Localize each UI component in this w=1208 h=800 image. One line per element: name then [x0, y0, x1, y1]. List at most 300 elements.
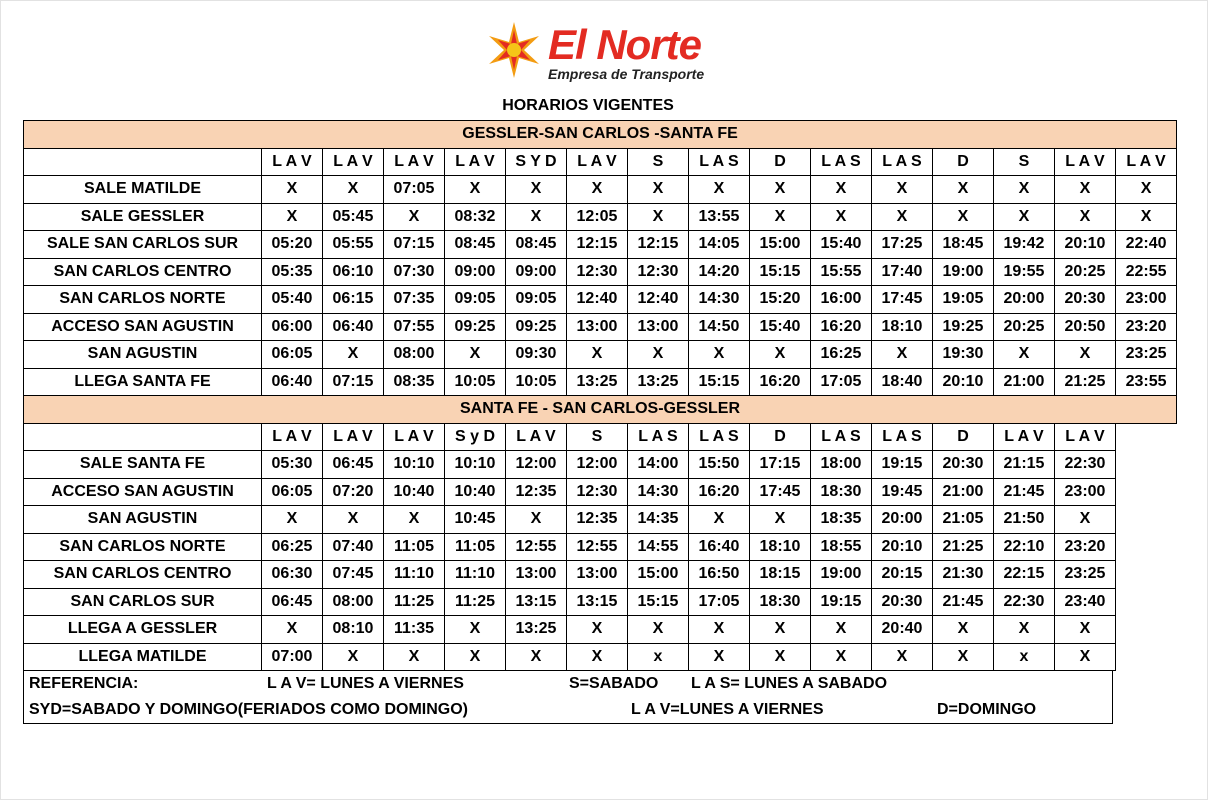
- time-cell: X: [811, 643, 872, 671]
- time-cell: 20:25: [1055, 258, 1116, 286]
- time-cell: 22:15: [994, 561, 1055, 589]
- time-cell: 16:25: [811, 341, 872, 369]
- time-cell: 09:05: [506, 286, 567, 314]
- time-cell: 13:00: [567, 313, 628, 341]
- time-cell: 21:45: [933, 588, 994, 616]
- time-cell: X: [323, 176, 384, 204]
- time-cell: 21:45: [994, 478, 1055, 506]
- time-cell: 18:35: [811, 506, 872, 534]
- time-cell: 07:15: [384, 231, 445, 259]
- time-cell: 08:32: [445, 203, 506, 231]
- time-cell: 11:10: [445, 561, 506, 589]
- column-header: L A V: [567, 148, 628, 176]
- schedule-table-gessler-santa-fe: [23, 120, 1177, 396]
- reference-las: L A S= LUNES A SABADO: [691, 675, 888, 692]
- column-header: D: [933, 148, 994, 176]
- time-cell: X: [1116, 176, 1177, 204]
- time-cell: 07:00: [262, 643, 323, 671]
- time-cell: X: [262, 506, 323, 534]
- time-cell: 07:15: [323, 368, 384, 396]
- header-corner: [24, 148, 262, 176]
- table-row: [24, 368, 1177, 396]
- column-header: L A S: [628, 423, 689, 451]
- empty-cell: [1116, 533, 1177, 561]
- time-cell: 20:15: [872, 561, 933, 589]
- time-cell: 16:50: [689, 561, 750, 589]
- time-cell: 12:00: [506, 451, 567, 479]
- time-cell: X: [1116, 203, 1177, 231]
- time-cell: X: [1055, 203, 1116, 231]
- reference-box: [23, 670, 1113, 724]
- stop-name: SAN AGUSTIN: [24, 506, 262, 534]
- time-cell: 08:45: [445, 231, 506, 259]
- column-header: L A V: [445, 148, 506, 176]
- time-cell: 20:50: [1055, 313, 1116, 341]
- time-cell: X: [567, 341, 628, 369]
- time-cell: 20:30: [872, 588, 933, 616]
- time-cell: 07:45: [323, 561, 384, 589]
- time-cell: X: [506, 203, 567, 231]
- time-cell: 13:00: [567, 561, 628, 589]
- time-cell: 12:35: [567, 506, 628, 534]
- table-row: [24, 588, 1177, 616]
- time-cell: 14:20: [689, 258, 750, 286]
- time-cell: 15:20: [750, 286, 811, 314]
- time-cell: 17:45: [750, 478, 811, 506]
- time-cell: X: [262, 203, 323, 231]
- time-cell: 23:20: [1116, 313, 1177, 341]
- column-header: L A V: [1055, 423, 1116, 451]
- time-cell: 12:05: [567, 203, 628, 231]
- time-cell: 18:40: [872, 368, 933, 396]
- time-cell: 11:10: [384, 561, 445, 589]
- time-cell: 18:10: [872, 313, 933, 341]
- time-cell: X: [933, 616, 994, 644]
- stop-name: LLEGA SANTA FE: [24, 368, 262, 396]
- stop-name: SAN CARLOS CENTRO: [24, 258, 262, 286]
- stop-name: LLEGA MATILDE: [24, 643, 262, 671]
- stop-name: LLEGA A GESSLER: [24, 616, 262, 644]
- time-cell: 19:00: [811, 561, 872, 589]
- time-cell: 08:45: [506, 231, 567, 259]
- time-cell: X: [933, 643, 994, 671]
- time-cell: X: [506, 176, 567, 204]
- time-cell: X: [750, 203, 811, 231]
- column-header: L A V: [323, 148, 384, 176]
- time-cell: 07:20: [323, 478, 384, 506]
- time-cell: 15:40: [750, 313, 811, 341]
- time-cell: 21:05: [933, 506, 994, 534]
- time-cell: 14:00: [628, 451, 689, 479]
- time-cell: 21:00: [933, 478, 994, 506]
- page-heading: HORARIOS VIGENTES: [502, 97, 674, 114]
- empty-cell: [1116, 506, 1177, 534]
- time-cell: 17:05: [811, 368, 872, 396]
- time-cell: 18:15: [750, 561, 811, 589]
- time-cell: 12:30: [628, 258, 689, 286]
- time-cell: 05:35: [262, 258, 323, 286]
- column-header: L A S: [689, 423, 750, 451]
- time-cell: 11:25: [384, 588, 445, 616]
- time-cell: 22:10: [994, 533, 1055, 561]
- time-cell: 18:30: [811, 478, 872, 506]
- column-header: L A S: [689, 148, 750, 176]
- time-cell: X: [689, 176, 750, 204]
- reference-lav: L A V= LUNES A VIERNES: [267, 675, 464, 692]
- time-cell: 23:25: [1055, 561, 1116, 589]
- time-cell: X: [323, 643, 384, 671]
- time-cell: 06:00: [262, 313, 323, 341]
- time-cell: 14:05: [689, 231, 750, 259]
- time-cell: 11:25: [445, 588, 506, 616]
- column-header: L A V: [994, 423, 1055, 451]
- time-cell: 16:20: [750, 368, 811, 396]
- time-cell: 19:45: [872, 478, 933, 506]
- time-cell: 13:25: [628, 368, 689, 396]
- time-cell: 10:10: [384, 451, 445, 479]
- time-cell: 23:25: [1116, 341, 1177, 369]
- stop-name: SAN CARLOS CENTRO: [24, 561, 262, 589]
- column-header: L A V: [506, 423, 567, 451]
- time-cell: 05:45: [323, 203, 384, 231]
- column-header: S: [994, 148, 1055, 176]
- time-cell: 17:40: [872, 258, 933, 286]
- table-row: [24, 506, 1177, 534]
- time-cell: 21:00: [994, 368, 1055, 396]
- time-cell: 17:25: [872, 231, 933, 259]
- table-row: [24, 533, 1177, 561]
- time-cell: 14:35: [628, 506, 689, 534]
- time-cell: X: [811, 203, 872, 231]
- time-cell: 06:05: [262, 341, 323, 369]
- time-cell: 12:55: [567, 533, 628, 561]
- time-cell: 21:50: [994, 506, 1055, 534]
- stop-name: SALE GESSLER: [24, 203, 262, 231]
- time-cell: 13:25: [506, 616, 567, 644]
- time-cell: 15:00: [628, 561, 689, 589]
- stop-name: ACCESO SAN AGUSTIN: [24, 478, 262, 506]
- time-cell: X: [567, 176, 628, 204]
- time-cell: 23:00: [1116, 286, 1177, 314]
- time-cell: X: [567, 616, 628, 644]
- time-cell: 23:55: [1116, 368, 1177, 396]
- time-cell: 12:30: [567, 258, 628, 286]
- time-cell: 21:15: [994, 451, 1055, 479]
- time-cell: 22:30: [1055, 451, 1116, 479]
- time-cell: 16:00: [811, 286, 872, 314]
- time-cell: 20:30: [933, 451, 994, 479]
- column-header: S: [628, 148, 689, 176]
- table-row: [24, 203, 1177, 231]
- time-cell: 18:10: [750, 533, 811, 561]
- empty-cell: [1116, 588, 1177, 616]
- column-header: L A V: [323, 423, 384, 451]
- time-cell: 11:35: [384, 616, 445, 644]
- time-cell: 15:15: [689, 368, 750, 396]
- time-cell: X: [750, 341, 811, 369]
- time-cell: 13:15: [567, 588, 628, 616]
- time-cell: 23:20: [1055, 533, 1116, 561]
- time-cell: 15:15: [750, 258, 811, 286]
- time-cell: 23:00: [1055, 478, 1116, 506]
- column-header: L A S: [811, 423, 872, 451]
- time-cell: 06:40: [323, 313, 384, 341]
- time-cell: X: [872, 341, 933, 369]
- column-header: S Y D: [506, 148, 567, 176]
- column-header: L A V: [384, 148, 445, 176]
- time-cell: 07:05: [384, 176, 445, 204]
- time-cell: 19:05: [933, 286, 994, 314]
- time-cell: 12:15: [567, 231, 628, 259]
- table-row: [24, 616, 1177, 644]
- time-cell: 10:40: [384, 478, 445, 506]
- time-cell: X: [445, 643, 506, 671]
- stop-name: SAN CARLOS SUR: [24, 588, 262, 616]
- time-cell: X: [445, 176, 506, 204]
- time-cell: 14:30: [689, 286, 750, 314]
- time-cell: 08:00: [384, 341, 445, 369]
- time-cell: 09:05: [445, 286, 506, 314]
- time-cell: X: [1055, 176, 1116, 204]
- time-cell: X: [262, 616, 323, 644]
- time-cell: 10:05: [506, 368, 567, 396]
- time-cell: 06:25: [262, 533, 323, 561]
- stop-name: SALE SANTA FE: [24, 451, 262, 479]
- time-cell: 13:00: [628, 313, 689, 341]
- time-cell: 20:10: [872, 533, 933, 561]
- table-row: [24, 451, 1177, 479]
- time-cell: X: [689, 616, 750, 644]
- time-cell: X: [994, 203, 1055, 231]
- time-cell: 20:00: [872, 506, 933, 534]
- time-cell: 11:05: [384, 533, 445, 561]
- time-cell: 06:30: [262, 561, 323, 589]
- time-cell: 20:10: [933, 368, 994, 396]
- empty-cell: [1116, 643, 1177, 671]
- time-cell: 16:20: [689, 478, 750, 506]
- time-cell: X: [750, 506, 811, 534]
- time-cell: X: [811, 176, 872, 204]
- time-cell: 06:15: [323, 286, 384, 314]
- time-cell: 21:25: [933, 533, 994, 561]
- time-cell: 13:00: [506, 561, 567, 589]
- time-cell: 09:00: [506, 258, 567, 286]
- time-cell: X: [872, 176, 933, 204]
- time-cell: 13:25: [567, 368, 628, 396]
- time-cell: 07:40: [323, 533, 384, 561]
- stop-name: SALE SAN CARLOS SUR: [24, 231, 262, 259]
- time-cell: X: [689, 643, 750, 671]
- time-cell: 06:05: [262, 478, 323, 506]
- time-cell: X: [323, 506, 384, 534]
- time-cell: 06:45: [323, 451, 384, 479]
- time-cell: 07:55: [384, 313, 445, 341]
- time-cell: X: [628, 341, 689, 369]
- time-cell: 20:40: [872, 616, 933, 644]
- empty-cell: [1116, 451, 1177, 479]
- time-cell: 06:10: [323, 258, 384, 286]
- time-cell: 12:55: [506, 533, 567, 561]
- time-cell: X: [994, 341, 1055, 369]
- time-cell: 08:35: [384, 368, 445, 396]
- time-cell: 06:45: [262, 588, 323, 616]
- time-cell: 07:35: [384, 286, 445, 314]
- time-cell: X: [262, 176, 323, 204]
- time-cell: 17:05: [689, 588, 750, 616]
- reference-sabado: S=SABADO: [569, 675, 659, 692]
- table-row: [24, 561, 1177, 589]
- table-title: GESSLER-SAN CARLOS -SANTA FE: [24, 121, 1177, 149]
- time-cell: 12:15: [628, 231, 689, 259]
- column-header: D: [750, 148, 811, 176]
- time-cell: X: [872, 643, 933, 671]
- time-cell: 15:55: [811, 258, 872, 286]
- time-cell: x: [628, 643, 689, 671]
- time-cell: 06:40: [262, 368, 323, 396]
- schedule-table-santa-fe-gessler: [23, 395, 1177, 671]
- time-cell: 12:30: [567, 478, 628, 506]
- time-cell: X: [689, 341, 750, 369]
- brand-tagline: Empresa de Transporte: [548, 66, 705, 82]
- time-cell: 15:15: [628, 588, 689, 616]
- time-cell: 05:40: [262, 286, 323, 314]
- time-cell: 05:20: [262, 231, 323, 259]
- time-cell: X: [506, 643, 567, 671]
- time-cell: X: [323, 341, 384, 369]
- reference-domingo: D=DOMINGO: [937, 701, 1037, 718]
- time-cell: X: [384, 203, 445, 231]
- column-header: L A V: [384, 423, 445, 451]
- time-cell: 12:40: [567, 286, 628, 314]
- time-cell: 19:15: [872, 451, 933, 479]
- time-cell: X: [1055, 616, 1116, 644]
- brand-logo: [484, 18, 734, 88]
- time-cell: X: [994, 616, 1055, 644]
- time-cell: X: [1055, 341, 1116, 369]
- time-cell: 12:40: [628, 286, 689, 314]
- time-cell: 19:15: [811, 588, 872, 616]
- time-cell: X: [628, 176, 689, 204]
- time-cell: 19:00: [933, 258, 994, 286]
- time-cell: 21:30: [933, 561, 994, 589]
- time-cell: X: [872, 203, 933, 231]
- time-cell: 11:05: [445, 533, 506, 561]
- time-cell: 15:50: [689, 451, 750, 479]
- time-cell: X: [811, 616, 872, 644]
- table-row: [24, 341, 1177, 369]
- column-header: S y D: [445, 423, 506, 451]
- time-cell: X: [750, 616, 811, 644]
- time-cell: 20:25: [994, 313, 1055, 341]
- reference-label: REFERENCIA:: [29, 675, 139, 692]
- sun-star-icon: [484, 20, 544, 80]
- table-row: [24, 286, 1177, 314]
- column-header: D: [933, 423, 994, 451]
- time-cell: X: [445, 616, 506, 644]
- time-cell: 12:00: [567, 451, 628, 479]
- brand-name: El Norte: [548, 21, 702, 68]
- reference-syd: SYD=SABADO Y DOMINGO(FERIADOS COMO DOMINGO): [29, 701, 468, 718]
- time-cell: X: [506, 506, 567, 534]
- time-cell: 22:30: [994, 588, 1055, 616]
- header-corner: [24, 423, 262, 451]
- table-row: [24, 231, 1177, 259]
- column-header: L A S: [872, 423, 933, 451]
- time-cell: 14:50: [689, 313, 750, 341]
- stop-name: ACCESO SAN AGUSTIN: [24, 313, 262, 341]
- time-cell: 10:40: [445, 478, 506, 506]
- time-cell: 20:10: [1055, 231, 1116, 259]
- time-cell: 19:25: [933, 313, 994, 341]
- time-cell: 13:55: [689, 203, 750, 231]
- time-cell: X: [689, 506, 750, 534]
- time-cell: 07:30: [384, 258, 445, 286]
- time-cell: 12:35: [506, 478, 567, 506]
- stop-name: SALE MATILDE: [24, 176, 262, 204]
- table-header-row: [24, 423, 1177, 451]
- table-row: [24, 258, 1177, 286]
- time-cell: X: [384, 643, 445, 671]
- time-cell: 22:40: [1116, 231, 1177, 259]
- table-row: [24, 176, 1177, 204]
- column-header: S: [567, 423, 628, 451]
- empty-cell: [1116, 423, 1177, 451]
- time-cell: X: [933, 176, 994, 204]
- table-title-row: [24, 121, 1177, 149]
- time-cell: 16:40: [689, 533, 750, 561]
- table-row: [24, 643, 1177, 671]
- time-cell: 09:30: [506, 341, 567, 369]
- column-header: L A V: [262, 423, 323, 451]
- time-cell: X: [750, 176, 811, 204]
- table-row: [24, 478, 1177, 506]
- time-cell: 14:30: [628, 478, 689, 506]
- time-cell: 23:40: [1055, 588, 1116, 616]
- time-cell: X: [567, 643, 628, 671]
- time-cell: 08:10: [323, 616, 384, 644]
- table-row: [24, 313, 1177, 341]
- column-header: L A V: [1055, 148, 1116, 176]
- time-cell: X: [384, 506, 445, 534]
- time-cell: 08:00: [323, 588, 384, 616]
- time-cell: 18:45: [933, 231, 994, 259]
- reference-lav-2: L A V=LUNES A VIERNES: [631, 701, 824, 718]
- time-cell: 19:55: [994, 258, 1055, 286]
- time-cell: 19:30: [933, 341, 994, 369]
- time-cell: 22:55: [1116, 258, 1177, 286]
- empty-cell: [1116, 478, 1177, 506]
- column-header: D: [750, 423, 811, 451]
- time-cell: 15:00: [750, 231, 811, 259]
- time-cell: 10:05: [445, 368, 506, 396]
- time-cell: X: [750, 643, 811, 671]
- stop-name: SAN CARLOS NORTE: [24, 533, 262, 561]
- empty-cell: [1116, 616, 1177, 644]
- stop-name: SAN CARLOS NORTE: [24, 286, 262, 314]
- time-cell: 05:30: [262, 451, 323, 479]
- time-cell: 20:00: [994, 286, 1055, 314]
- column-header: L A S: [872, 148, 933, 176]
- time-cell: X: [628, 203, 689, 231]
- column-header: L A S: [811, 148, 872, 176]
- stop-name: SAN AGUSTIN: [24, 341, 262, 369]
- time-cell: X: [933, 203, 994, 231]
- column-header: L A V: [262, 148, 323, 176]
- time-cell: 18:55: [811, 533, 872, 561]
- empty-cell: [1116, 561, 1177, 589]
- time-cell: 09:25: [506, 313, 567, 341]
- time-cell: 14:55: [628, 533, 689, 561]
